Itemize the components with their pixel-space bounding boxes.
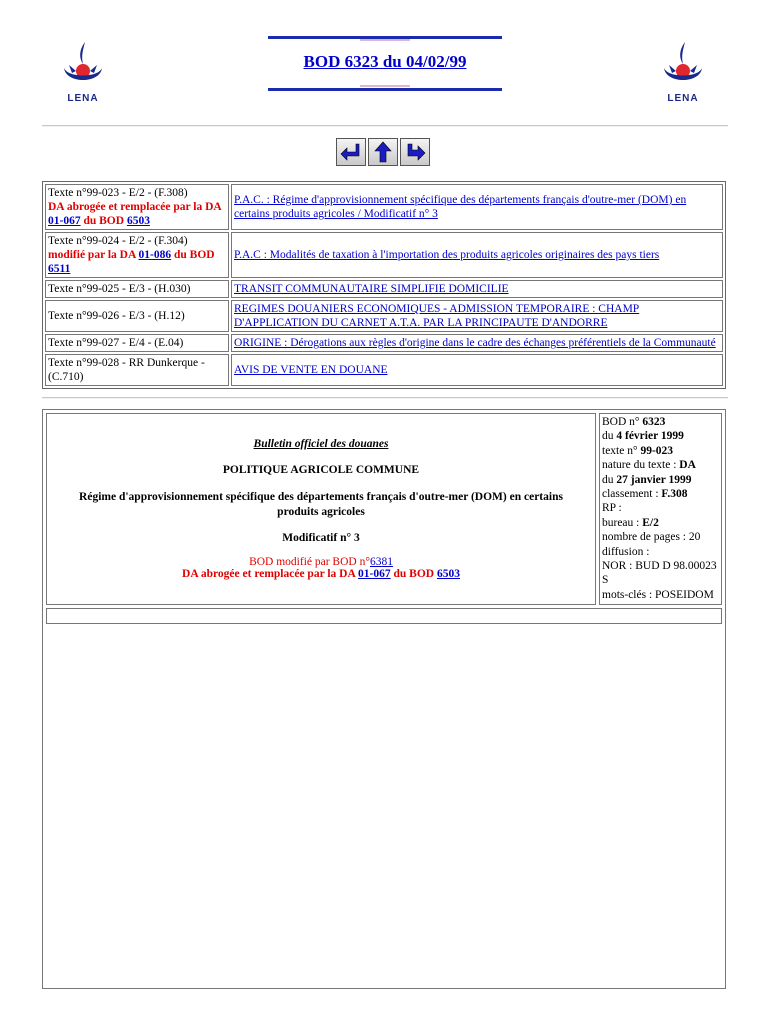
lena-emblem-icon (652, 38, 714, 94)
da-link[interactable]: 01-067 (48, 215, 81, 227)
bod-link[interactable]: 6511 (48, 263, 71, 275)
text-title-link[interactable]: AVIS DE VENTE EN DOUANE (234, 364, 388, 376)
lena-logo-left (52, 38, 114, 106)
text-status: DA abrogée et remplacée par la DA 01-067 du BOD 6503 (48, 201, 222, 227)
bod-link[interactable]: 6503 (126, 215, 150, 227)
lena-emblem-icon (52, 38, 114, 94)
meta-nature: nature du texte : DA (602, 459, 696, 472)
bulletin-status-modified: BOD modifié par BOD n°6381 (249, 556, 393, 568)
meta-date: du 4 février 1999 (602, 430, 684, 443)
text-ref-cell: Texte n°99-025 - E/3 - (H.030) (45, 280, 229, 298)
meta-nor: NOR : BUD D 98.00023 S (602, 560, 717, 587)
bulletin-footer-row (46, 608, 722, 624)
text-title-cell (231, 354, 723, 386)
bulletin-subject: Régime d'approvisionnement spécifique des départements français d'outre-mer (DOM) en certains produits agricoles (79, 491, 563, 518)
logo-label: LENA (667, 93, 699, 104)
up-button[interactable] (368, 138, 398, 166)
back-button[interactable] (336, 138, 366, 166)
table-row (45, 354, 723, 386)
up-arrow-icon (372, 141, 394, 163)
meta-rp: RP : (602, 502, 622, 515)
return-arrow-icon (340, 142, 362, 162)
bulletin-modificatif: Modificatif n° 3 (282, 532, 360, 544)
table-row (45, 280, 723, 298)
bod-link[interactable]: 6381 (369, 556, 393, 568)
bulletin-frame (42, 409, 726, 989)
title-rule-bottom (268, 88, 502, 91)
bod-link[interactable]: 6503 (436, 568, 460, 580)
page-title-link[interactable]: BOD 6323 du 04/02/99 (303, 52, 467, 71)
da-link[interactable]: 01-086 (138, 249, 172, 261)
text-title-link[interactable]: ORIGINE : Dérogations aux règles d'origine dans le cadre des échanges préférentiels de la Communauté (234, 337, 716, 349)
logo-label: LENA (67, 93, 99, 104)
da-link[interactable]: 01-067 (358, 568, 391, 580)
bulletin-metadata (599, 413, 722, 605)
table-row (45, 184, 723, 230)
table-row (45, 232, 723, 278)
forward-button[interactable] (400, 138, 430, 166)
bulletin-status-abrogated: DA abrogée et remplacée par la DA 01-067 du BOD 6503 (182, 568, 460, 580)
title-block (268, 36, 502, 92)
text-title-cell (231, 300, 723, 332)
meta-classement: classement : F.308 (602, 488, 688, 501)
text-ref-cell: Texte n°99-026 - E/3 - (H.12) (45, 300, 229, 332)
text-title-link[interactable]: TRANSIT COMMUNAUTAIRE SIMPLIFIE DOMICILIE (234, 283, 509, 295)
bulletin-publication: Bulletin officiel des douanes (253, 438, 389, 450)
text-ref: Texte n°99-024 - E/2 - (F.304) (48, 235, 188, 247)
text-ref-cell (45, 184, 229, 230)
text-title-cell (231, 280, 723, 298)
table-row (45, 300, 723, 332)
texts-table (42, 181, 726, 389)
title-rule-top (268, 36, 502, 39)
meta-motscles: mots-clés : POSEIDOM (602, 588, 714, 601)
text-ref-cell: Texte n°99-027 - E/4 - (E.04) (45, 334, 229, 352)
text-status: modifié par la DA 01-086 du BOD 6511 (48, 249, 215, 275)
meta-bureau: bureau : E/2 (602, 516, 659, 529)
nav-bar (336, 138, 430, 166)
text-ref: Texte n°99-023 - E/2 - (F.308) (48, 187, 188, 199)
text-ref-cell (45, 232, 229, 278)
divider (42, 125, 728, 127)
text-title-cell (231, 334, 723, 352)
forward-arrow-icon (404, 142, 426, 162)
meta-pages: nombre de pages : 20 (602, 531, 701, 544)
bulletin-section: POLITIQUE AGRICOLE COMMUNE (222, 464, 420, 476)
text-title-cell (231, 232, 723, 278)
lena-logo-right (652, 38, 714, 106)
bulletin-header (46, 413, 596, 605)
text-title-link[interactable]: P.A.C : Modalités de taxation à l'importation des produits agricoles originaires des pays tiers (234, 249, 660, 261)
page-title (268, 52, 502, 72)
meta-date2: du 27 janvier 1999 (602, 473, 692, 486)
meta-texte: texte n° 99-023 (602, 444, 674, 457)
text-ref-cell: Texte n°99-028 - RR Dunkerque - (C.710) (45, 354, 229, 386)
divider (42, 397, 728, 399)
text-title-link[interactable]: REGIMES DOUANIERS ECONOMIQUES - ADMISSION TEMPORAIRE : CHAMP D'APPLICATION DU CARNET A.T.A. PAR LA PRINCIPAUTE D'ANDORRE (234, 303, 640, 329)
text-title-cell (231, 184, 723, 230)
table-row (45, 334, 723, 352)
meta-diffusion: diffusion : (602, 545, 650, 558)
text-title-link[interactable]: P.A.C. : Régime d'approvisionnement spécifique des départements français d'outre-mer (DOM) en certains produits agricoles / Modificatif n° 3 (234, 194, 687, 220)
meta-bod: BOD n° 6323 (602, 416, 666, 428)
